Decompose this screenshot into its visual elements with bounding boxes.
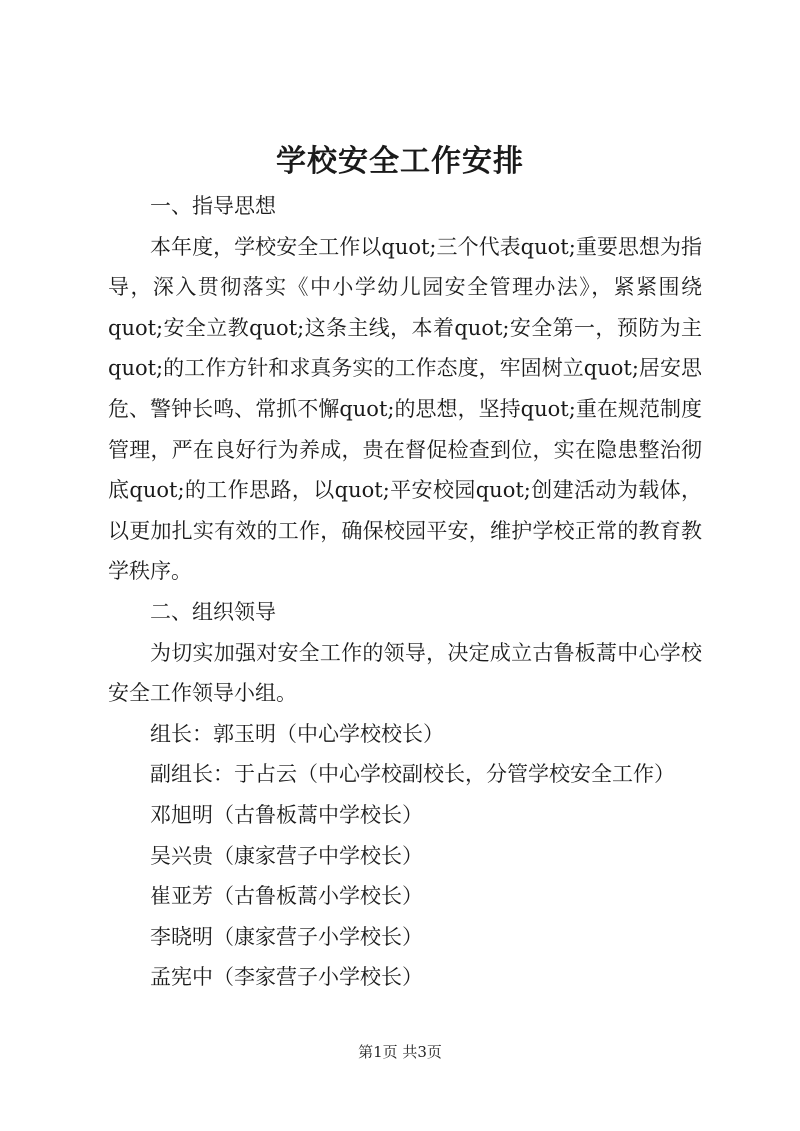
paragraph-organization: 为切实加强对安全工作的领导，决定成立古鲁板蒿中心学校安全工作领导小组。 — [108, 640, 702, 706]
member-line: 孟宪中（李家营子小学校长） — [150, 965, 423, 990]
section-heading-organization: 二、组织领导 — [150, 599, 276, 624]
member-line: 崔亚芳（古鲁板蒿小学校长） — [150, 884, 423, 909]
section-heading-guiding-ideology: 一、指导思想 — [150, 194, 276, 218]
document-body — [108, 186, 702, 998]
member-line: 吴兴贵（康家营子中学校长） — [150, 843, 423, 868]
page-footer: 第1页 共3页 — [358, 1043, 442, 1061]
member-line: 副组长：于占云（中心学校副校长，分管学校安全工作） — [150, 762, 675, 787]
member-line: 邓旭明（古鲁板蒿中学校长） — [150, 802, 423, 827]
paragraph-guiding-ideology: 本年度，学校安全工作以quot;三个代表quot;重要思想为指导，深入贯彻落实《中小学幼儿园安全管理办法》，紧紧围绕quot;安全立教quot;这条主线，本着quot;安全第一，预防为主quot;的工作方针和求真务实的工作态度，牢固树立quot;居安思危、警钟长鸣、常抓不懈quot;的思想，坚持quot;重在规范制度管理，严在良好行为养成，贵在督促检查到位，实在隐患整治彻底quot;的工作思路，以quot;平安校园quot;创建活动为载体，以更加扎实有效的工作，确保校园平安，维护学校正常的教育教学秩序。 — [108, 234, 702, 584]
document-title: 学校安全工作安排 — [276, 144, 524, 179]
member-line: 李晓明（康家营子小学校长） — [150, 924, 423, 949]
member-line: 组长：郭玉明（中心学校校长） — [150, 721, 444, 746]
